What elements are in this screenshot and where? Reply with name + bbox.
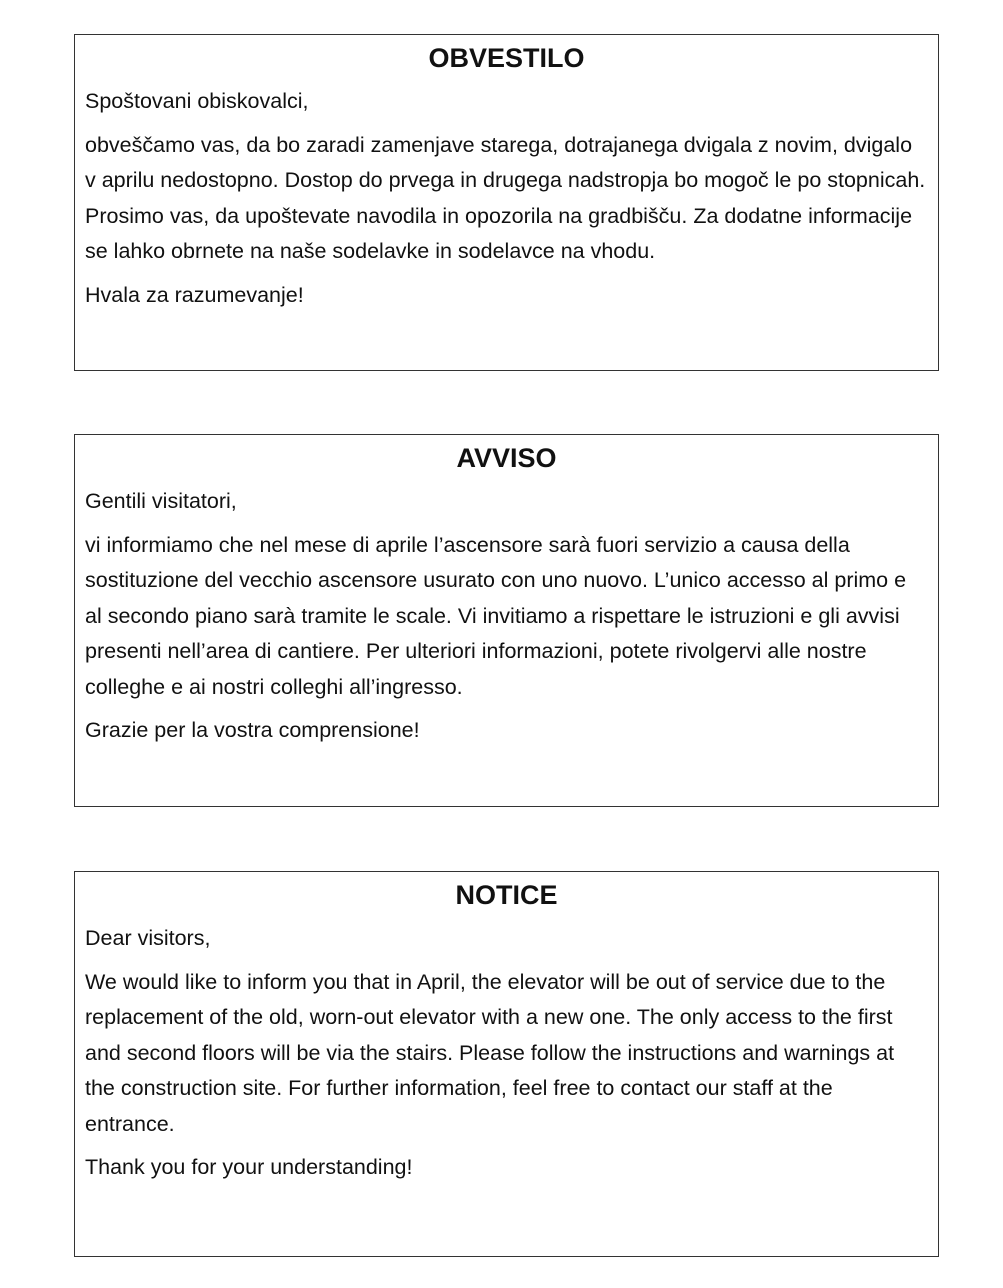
notice-greeting: Dear visitors, — [85, 926, 211, 950]
notice-body: vi informiamo che nel mese di aprile l’ascensore sarà fuori servizio a causa della sostituzione del vecchio ascensore usurato con uno nuovo. L’unico accesso al primo e al secondo piano sarà tramite le scale. Vi invitiamo a rispettare le istruzioni e gli avvisi presenti nell’area di cantiere. Per ulteriori informazioni, potete rivolgervi alle nostre colleghe e ai nostri colleghi all’ingresso. — [85, 532, 907, 699]
notice-title: AVVISO — [456, 443, 557, 473]
notice-closing: Hvala za razumevanje! — [85, 282, 304, 307]
notice-body: obveščamo vas, da bo zaradi zamenjave starega, dotrajanega dvigala z novim, dvigalo v aprilu nedostopno. Dostop do prvega in drugega nadstropja bo mogoč le po stopnicah. Prosimo vas, da upoštevate navodila in opozorila na gradbišču. Za dodatne informacije se lahko obrnete na naše sodelavke in sodelavce na vhodu. — [85, 132, 926, 263]
notice-closing: Thank you for your understanding! — [85, 1155, 413, 1179]
notice-english — [74, 871, 939, 1257]
notice-body: We would like to inform you that in April, the elevator will be out of service due to the replacement of the old, worn-out elevator with a new one. The only access to the first and second floors will be via the stairs. Please follow the instructions and warnings at the construction site. For further information, feel free to contact our staff at the entrance. — [85, 969, 895, 1136]
notice-title: NOTICE — [455, 880, 558, 910]
notice-slovenian — [74, 34, 939, 371]
notice-closing: Grazie per la vostra comprensione! — [85, 718, 420, 742]
notice-greeting: Spoštovani obiskovalci, — [85, 89, 309, 113]
notice-italian — [74, 434, 939, 807]
notice-title: OBVESTILO — [428, 43, 585, 73]
notice-greeting: Gentili visitatori, — [85, 489, 237, 513]
